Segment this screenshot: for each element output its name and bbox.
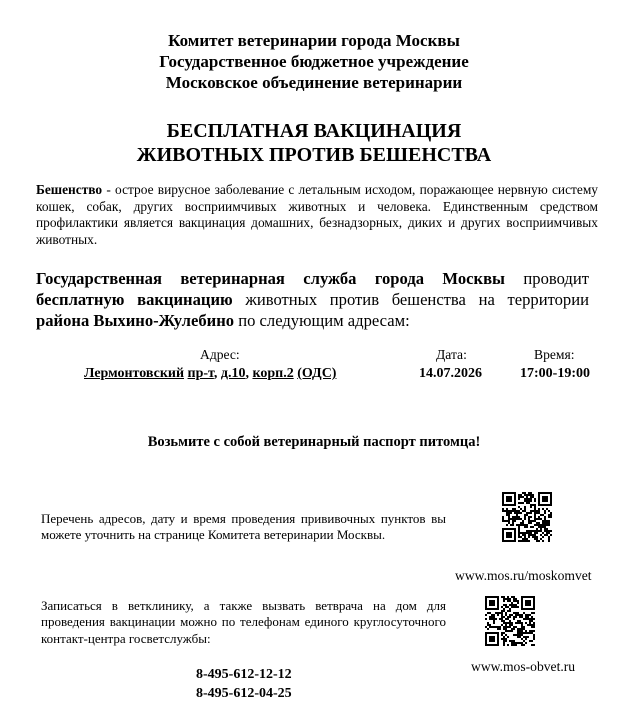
date-value: 14.07.2026 — [419, 366, 482, 381]
service-text-3: по следующим адресам: — [234, 311, 410, 330]
passport-reminder: Возьмите с собой ветеринарный паспорт питомца! — [147, 434, 481, 450]
service-text-2: животных против бешенства на территории — [232, 290, 589, 309]
header-line-3: Московское объединение ветеринарии — [165, 73, 463, 92]
service-free: бесплатную вакцинацию — [36, 290, 233, 309]
clinic-note: Записаться в ветклинику, а также вызвать ветврача на дом для проведения вакцинации можно по телефонам единого круглосуточного контакт-центра госветслужбы: — [41, 598, 446, 646]
address-street: Лермонтовский — [84, 366, 185, 381]
intro-term: Бешенство — [36, 182, 103, 197]
phone-number[interactable]: 8-495-612-04-25 — [196, 686, 292, 701]
phone-number[interactable]: 8-495-612-12-12 — [196, 667, 292, 682]
service-district: района Выхино-Жулебино — [36, 311, 235, 330]
organization-header — [0, 30, 628, 93]
intro-text: - острое вирусное заболевание с летальным исходом, поражающее нервную систему кошек, собак, других восприимчивых животных и человека. Единственным средством профилактики является вакцинация домашних, безнадзорных, диких и других восприимчивых животных. — [36, 182, 598, 247]
title-line-1: БЕСПЛАТНАЯ ВАКЦИНАЦИЯ — [166, 120, 462, 142]
service-text-1: проводит — [505, 269, 589, 288]
address-building: корп.2 — [252, 366, 294, 381]
service-org: Государственная ветеринарная служба города Москвы — [36, 269, 505, 288]
header-line-2: Государственное бюджетное учреждение — [159, 52, 469, 71]
address-house: д.10 — [220, 366, 246, 381]
obvet-link[interactable]: www.mos-obvet.ru — [471, 659, 576, 674]
address-label: Адрес: — [200, 347, 240, 362]
intro-paragraph — [36, 182, 598, 248]
time-label: Время: — [534, 347, 575, 362]
service-paragraph — [36, 268, 589, 331]
title-line-2: ЖИВОТНЫХ ПРОТИВ БЕШЕНСТВА — [136, 144, 492, 166]
moskomvet-link[interactable]: www.mos.ru/moskomvet — [455, 568, 592, 583]
page-title — [0, 119, 628, 167]
header-line-1: Комитет ветеринарии города Москвы — [168, 31, 460, 50]
address-type: пр-т — [187, 366, 214, 381]
qr-code-icon — [502, 492, 552, 542]
date-label: Дата: — [436, 347, 467, 362]
info-note: Перечень адресов, дату и время проведения прививочных пунктов вы можете уточнить на странице Комитета ветеринарии Москвы. — [41, 511, 446, 543]
time-value: 17:00-19:00 — [520, 366, 590, 381]
address-note: (ОДС) — [297, 366, 337, 381]
phone-list — [196, 665, 292, 703]
address-value: Лермонтовский пр-т, д.10, корп.2 (ОДС) — [84, 366, 337, 381]
qr-code-icon — [485, 596, 535, 646]
